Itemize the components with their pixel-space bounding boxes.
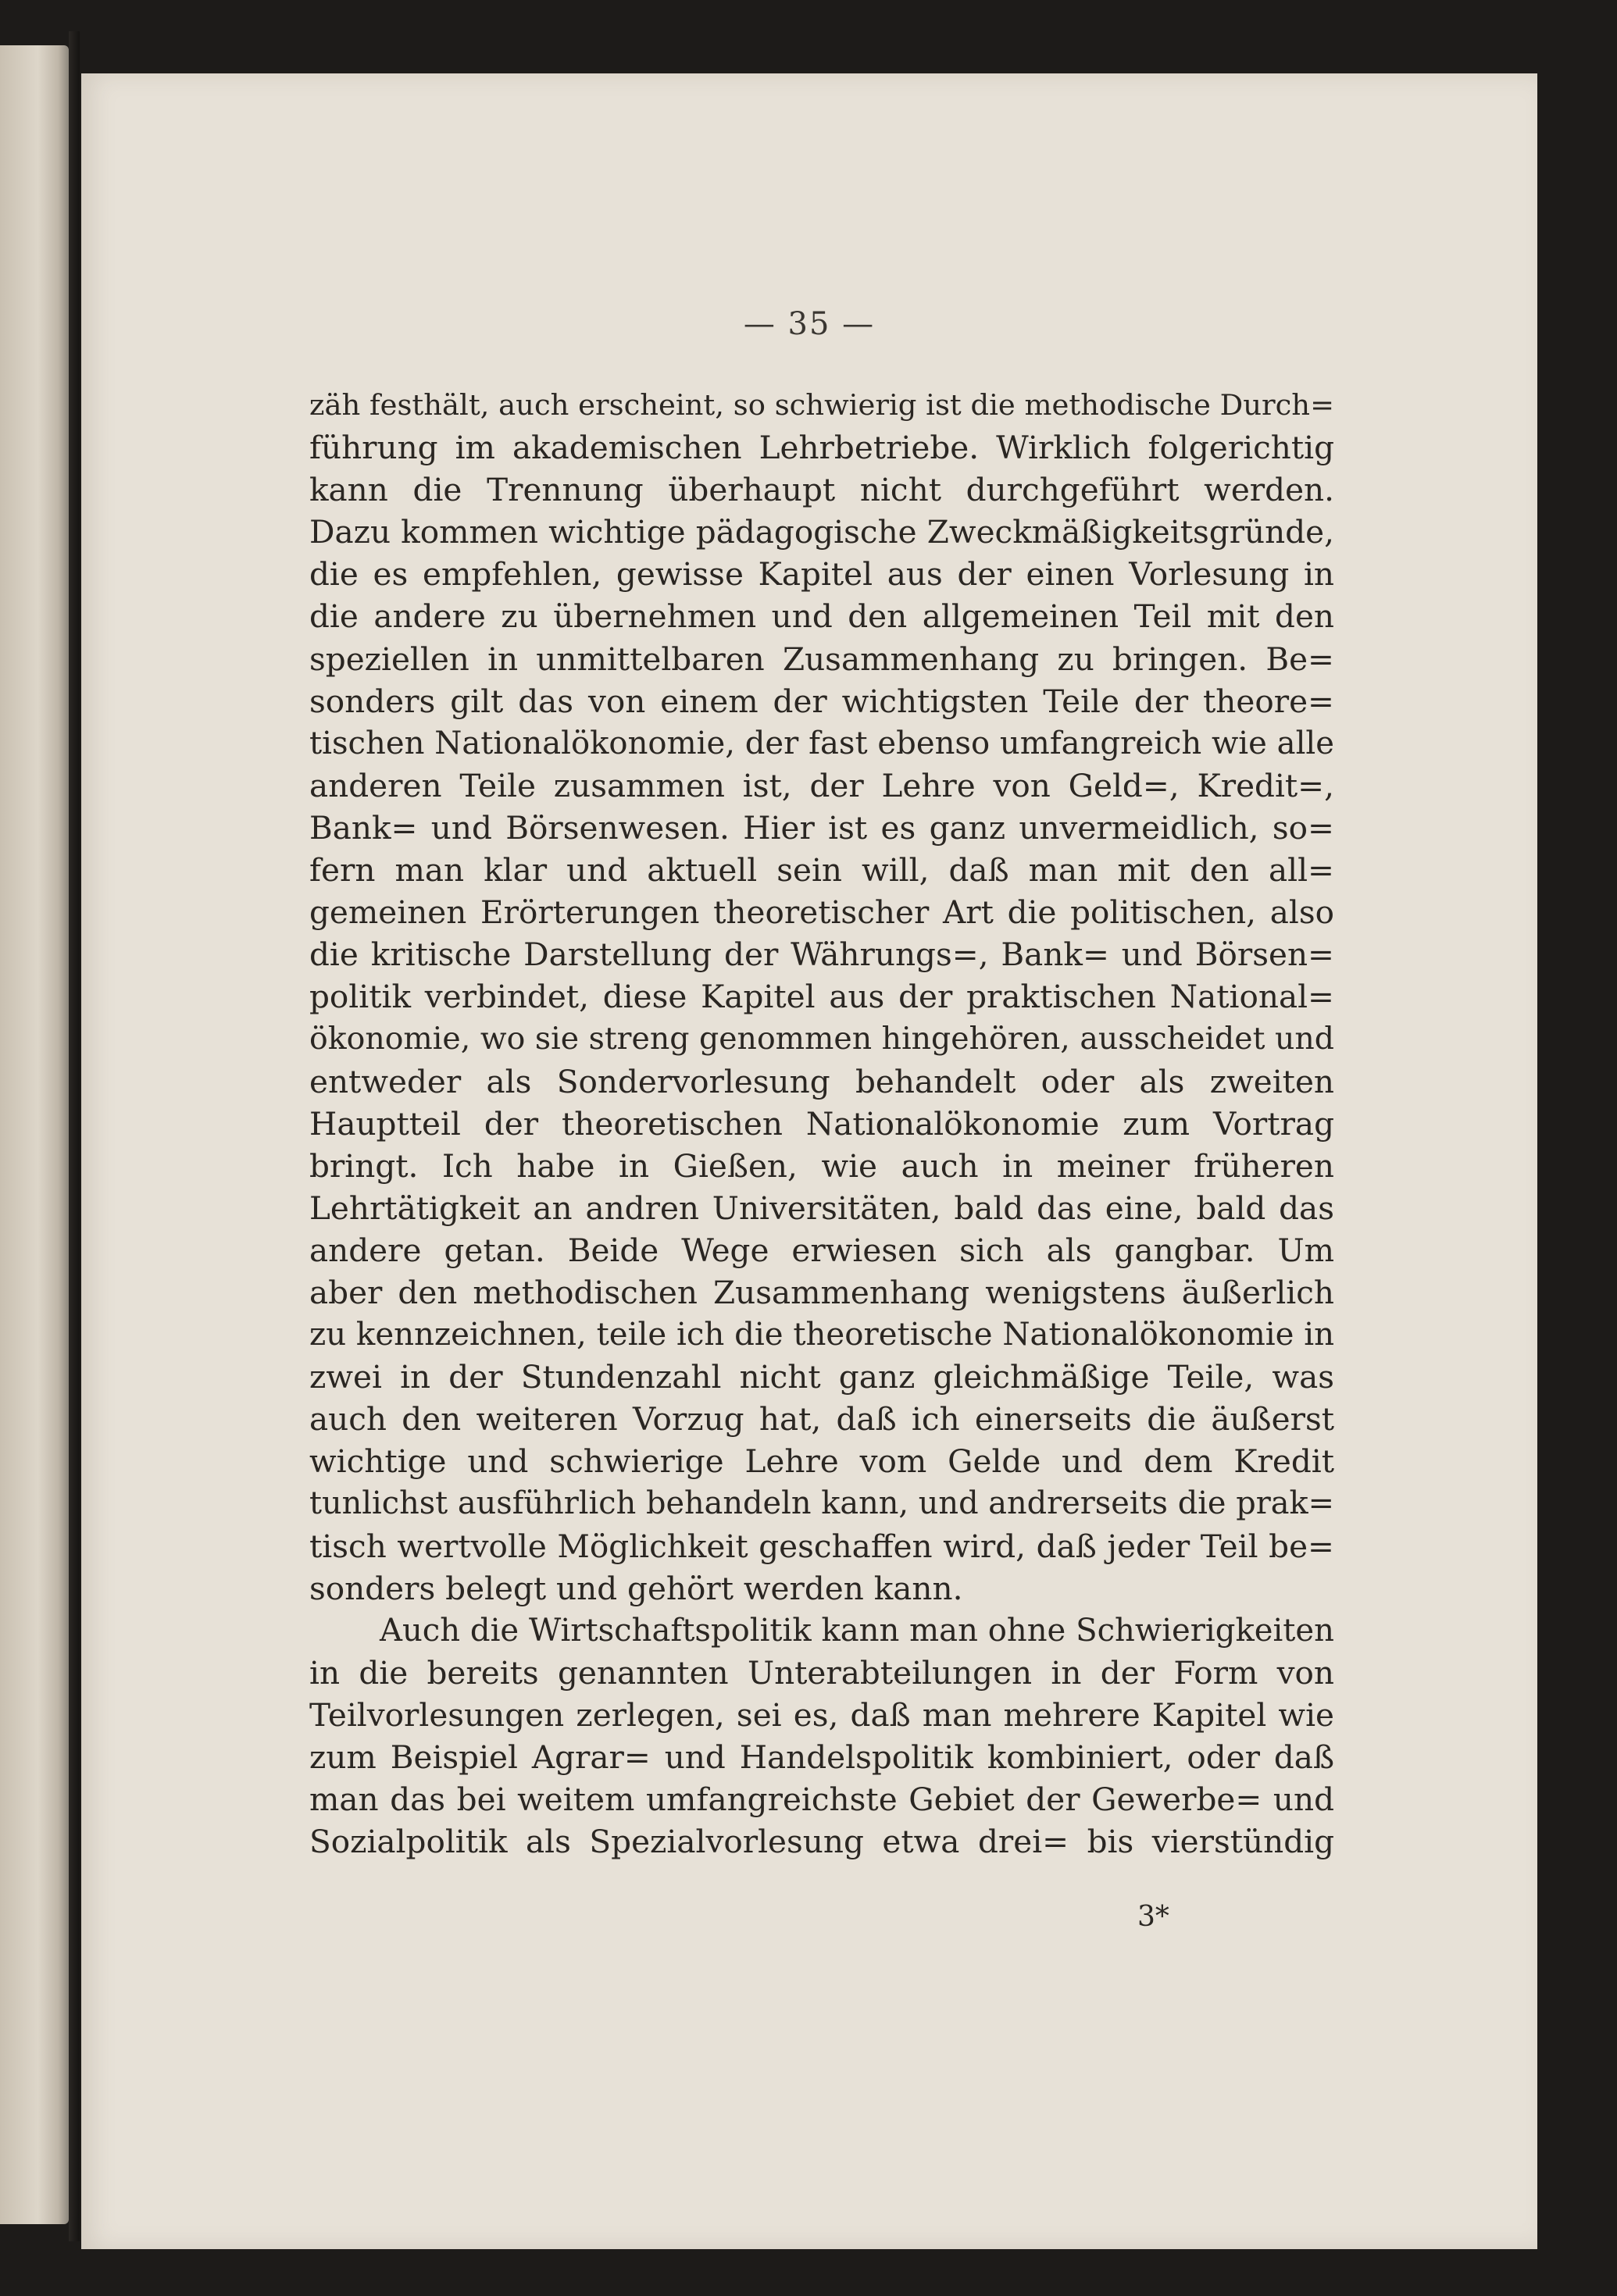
text-line: anderen Teile zusammen ist, der Lehre von Geld=, Kredit=, xyxy=(309,766,1334,804)
text-line: Bank= und Börsenwesen. Hier ist es ganz unvermeidlich, so= xyxy=(309,808,1334,847)
text-line: Sozialpolitik als Spezialvorlesung etwa drei= bis vierstündig xyxy=(309,1823,1334,1861)
text-line: man das bei weitem umfangreichste Gebiet der Gewerbe= und xyxy=(309,1781,1334,1819)
text-line: die andere zu übernehmen und den allgemeinen Teil mit den xyxy=(309,597,1334,636)
text-line: tisch wertvolle Möglichkeit geschaffen wird, daß jeder Teil be= xyxy=(309,1527,1334,1565)
text-line: zum Beispiel Agrar= und Handelspolitik kombiniert, oder daß xyxy=(309,1738,1334,1776)
text-line: andere getan. Beide Wege erwiesen sich als gangbar. Um xyxy=(309,1231,1334,1269)
text-line: sonders belegt und gehört werden kann. xyxy=(309,1569,963,1607)
text-line: zwei in der Stundenzahl nicht ganz gleichmäßige Teile, was xyxy=(309,1358,1334,1396)
text-line: Teilvorlesungen zerlegen, sei es, daß man mehrere Kapitel wie xyxy=(309,1695,1334,1734)
previous-page-edge xyxy=(0,45,69,2224)
text-line: aber den methodischen Zusammenhang wenigstens äußerlich xyxy=(309,1273,1334,1311)
text-line: Auch die Wirtschaftspolitik kann man ohne Schwierigkeiten xyxy=(380,1612,1334,1649)
text-line: in die bereits genannten Unterabteilungen in der Form von xyxy=(309,1653,1334,1692)
text-line: bringt. Ich habe in Gießen, wie auch in meiner früheren xyxy=(309,1146,1334,1185)
book-gutter xyxy=(69,31,80,2241)
text-line: kann die Trennung überhaupt nicht durchgeführt werden. xyxy=(309,471,1334,509)
text-line: gemeinen Erörterungen theoretischer Art die politischen, also xyxy=(309,893,1334,932)
book-page xyxy=(81,73,1537,2249)
text-line: führung im akademischen Lehrbetriebe. Wirklich folgerichtig xyxy=(309,429,1334,467)
text-line: fern man klar und aktuell sein will, daß man mit den all= xyxy=(309,851,1334,890)
text-line: Hauptteil der theoretischen Nationalökonomie zum Vortrag xyxy=(309,1104,1334,1143)
text-line: speziellen in unmittelbaren Zusammenhang zu bringen. Be= xyxy=(309,640,1334,678)
text-line: Dazu kommen wichtige pädagogische Zweckmäßigkeitsgründe, xyxy=(309,513,1334,551)
text-line: politik verbindet, diese Kapitel aus der praktischen National= xyxy=(309,978,1334,1016)
text-line: tischen Nationalökonomie, der fast ebenso umfangreich wie alle xyxy=(309,725,1334,761)
text-line: ökonomie, wo sie streng genommen hingehören, ausscheidet und xyxy=(309,1021,1334,1057)
text-line: zu kennzeichnen, teile ich die theoretische Nationalökonomie in xyxy=(309,1317,1335,1353)
text-line: die kritische Darstellung der Währungs=, Bank= und Börsen= xyxy=(309,936,1334,974)
text-line: zäh festhält, auch erscheint, so schwierig ist die methodische Durch= xyxy=(309,388,1334,422)
text-line: die es empfehlen, gewisse Kapitel aus der einen Vorlesung in xyxy=(309,555,1334,594)
text-line: auch den weiteren Vorzug hat, daß ich einerseits die äußerst xyxy=(309,1400,1334,1439)
paragraph-2 xyxy=(309,1610,1334,1863)
text-line: sonders gilt das von einem der wichtigsten Teile der theore= xyxy=(309,682,1334,720)
page-body-text xyxy=(309,384,1334,1863)
text-line: wichtige und schwierige Lehre vom Gelde und dem Kredit xyxy=(309,1442,1334,1481)
signature-mark: 3* xyxy=(1137,1901,1169,1933)
page-number: — 35 — xyxy=(743,306,876,342)
text-line: entweder als Sondervorlesung behandelt oder als zweiten xyxy=(309,1062,1334,1100)
text-line: Lehrtätigkeit an andren Universitäten, bald das eine, bald das xyxy=(309,1189,1334,1227)
paragraph-1 xyxy=(309,384,1334,1610)
text-line: tunlichst ausführlich behandeln kann, und andrerseits die prak= xyxy=(309,1485,1334,1522)
